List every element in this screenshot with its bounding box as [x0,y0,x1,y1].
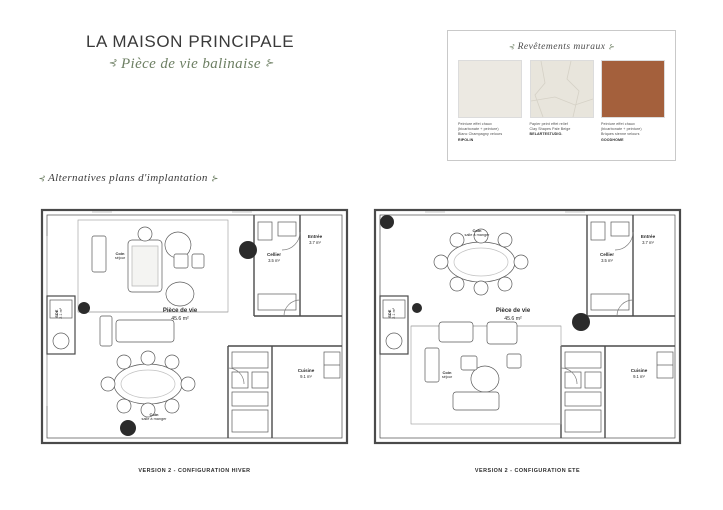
materials-title-text: Revêtements muraux [517,42,606,52]
swatch-item-2 [530,60,594,143]
room-area: salle à manger [141,417,167,421]
swatch-caption-3 [601,122,665,143]
room-area: 3.5 m² [601,257,613,263]
subtitle-text: Pièce de vie balinaise [120,56,261,72]
room-area: 2.1 m² [59,308,63,319]
room-area: 45.6 m² [171,315,189,322]
relief-texture-icon [531,61,593,117]
room-label-piece-de-vie [475,308,551,322]
room-area: 2.1 m² [392,308,396,319]
swatch-brand-3: GOODHOME [601,137,624,142]
swatch-brand-1: RIPOLIN [458,137,474,142]
room-name: Cellier [266,252,282,257]
swatch-line-1: Papier peint effet relief [529,122,568,126]
plan-caption-ete: VERSION 2 - CONFIGURATION ETE [474,468,581,474]
swatch-chip-1 [458,60,522,118]
swatch-line-3: Briques sienne velours [601,132,640,137]
room-area: salle à manger [464,233,490,237]
materials-panel-title [448,42,675,52]
room-name: Cellier [599,252,615,257]
room-label-coin-sejour [427,370,467,380]
deco-left-icon: ⊰ [38,174,46,183]
room-label-coin-salle-a-manger [126,412,182,422]
deco-left-icon: ⊰ [108,58,117,69]
room-name: Entrée [307,234,323,239]
swatch-item-1 [458,60,522,143]
room-area: séjour [441,375,453,379]
room-label-piece-de-vie [142,308,218,322]
room-area: 9.1 m² [633,373,645,379]
swatch-item-3 [601,60,665,143]
room-label-entree [285,234,345,245]
room-label-cellier [246,252,302,263]
page-title [86,32,386,73]
swatch-row [448,60,675,143]
plan-caption-hiver: VERSION 2 - CONFIGURATION HIVER [138,468,251,474]
materials-panel [447,30,676,161]
room-name: Pièce de vie [162,308,198,314]
room-name: Pièce de vie [495,308,531,314]
room-name: Entrée [640,234,656,239]
swatch-line-1: Peinture effet chaux [458,122,492,126]
swatch-line-2: Clay Shapes Pale Beige [529,127,571,132]
room-name: Coin [115,251,125,256]
deco-left-icon: ⊰ [508,43,515,51]
room-label-cellier [579,252,635,263]
room-label-coin-salle-a-manger [449,228,505,238]
swatch-line-2: (bicarbonate + peinture) [458,127,499,132]
swatch-caption-2 [530,122,594,138]
room-name: SDE [387,309,392,318]
deco-right-icon: ⊱ [608,43,615,51]
room-label-cuisine [609,368,669,379]
swatch-caption-1 [458,122,522,143]
room-name: Coin [149,412,159,417]
swatch-chip-3 [601,60,665,118]
room-area: 45.6 m² [504,315,522,322]
subtitle [86,56,386,73]
room-name: SDE [54,309,59,318]
room-area: séjour [114,256,126,260]
swatch-line-2: (bicarbonate + peinture) [601,127,642,132]
room-label-entree [618,234,678,245]
swatch-line-1: Peinture effet chaux [601,122,635,126]
floorplan-version-hiver [32,196,357,474]
room-label-sde [387,308,401,319]
room-area: 3.5 m² [268,257,280,263]
room-name: Coin [472,228,482,233]
swatch-brand-2: BELARTESTUDIO. [529,132,563,137]
room-name: Cuisine [297,368,315,373]
swatch-line-3: Blanc Champagny velours [458,132,503,137]
room-label-cuisine [276,368,336,379]
section-label [38,172,218,184]
main-title: LA MAISON PRINCIPALE [86,32,295,51]
room-area: 3.7 m² [309,239,321,245]
room-area: 3.7 m² [642,239,654,245]
swatch-chip-2 [530,60,594,118]
deco-right-icon: ⊱ [211,174,219,183]
floorplan-version-ete [365,196,690,474]
room-area: 9.1 m² [300,373,312,379]
section-label-text: Alternatives plans d'implantation [48,172,208,184]
room-name: Coin [442,370,452,375]
room-label-coin-sejour [100,251,140,261]
deco-right-icon: ⊱ [265,58,274,69]
room-label-sde [54,308,68,319]
room-name: Cuisine [630,368,648,373]
